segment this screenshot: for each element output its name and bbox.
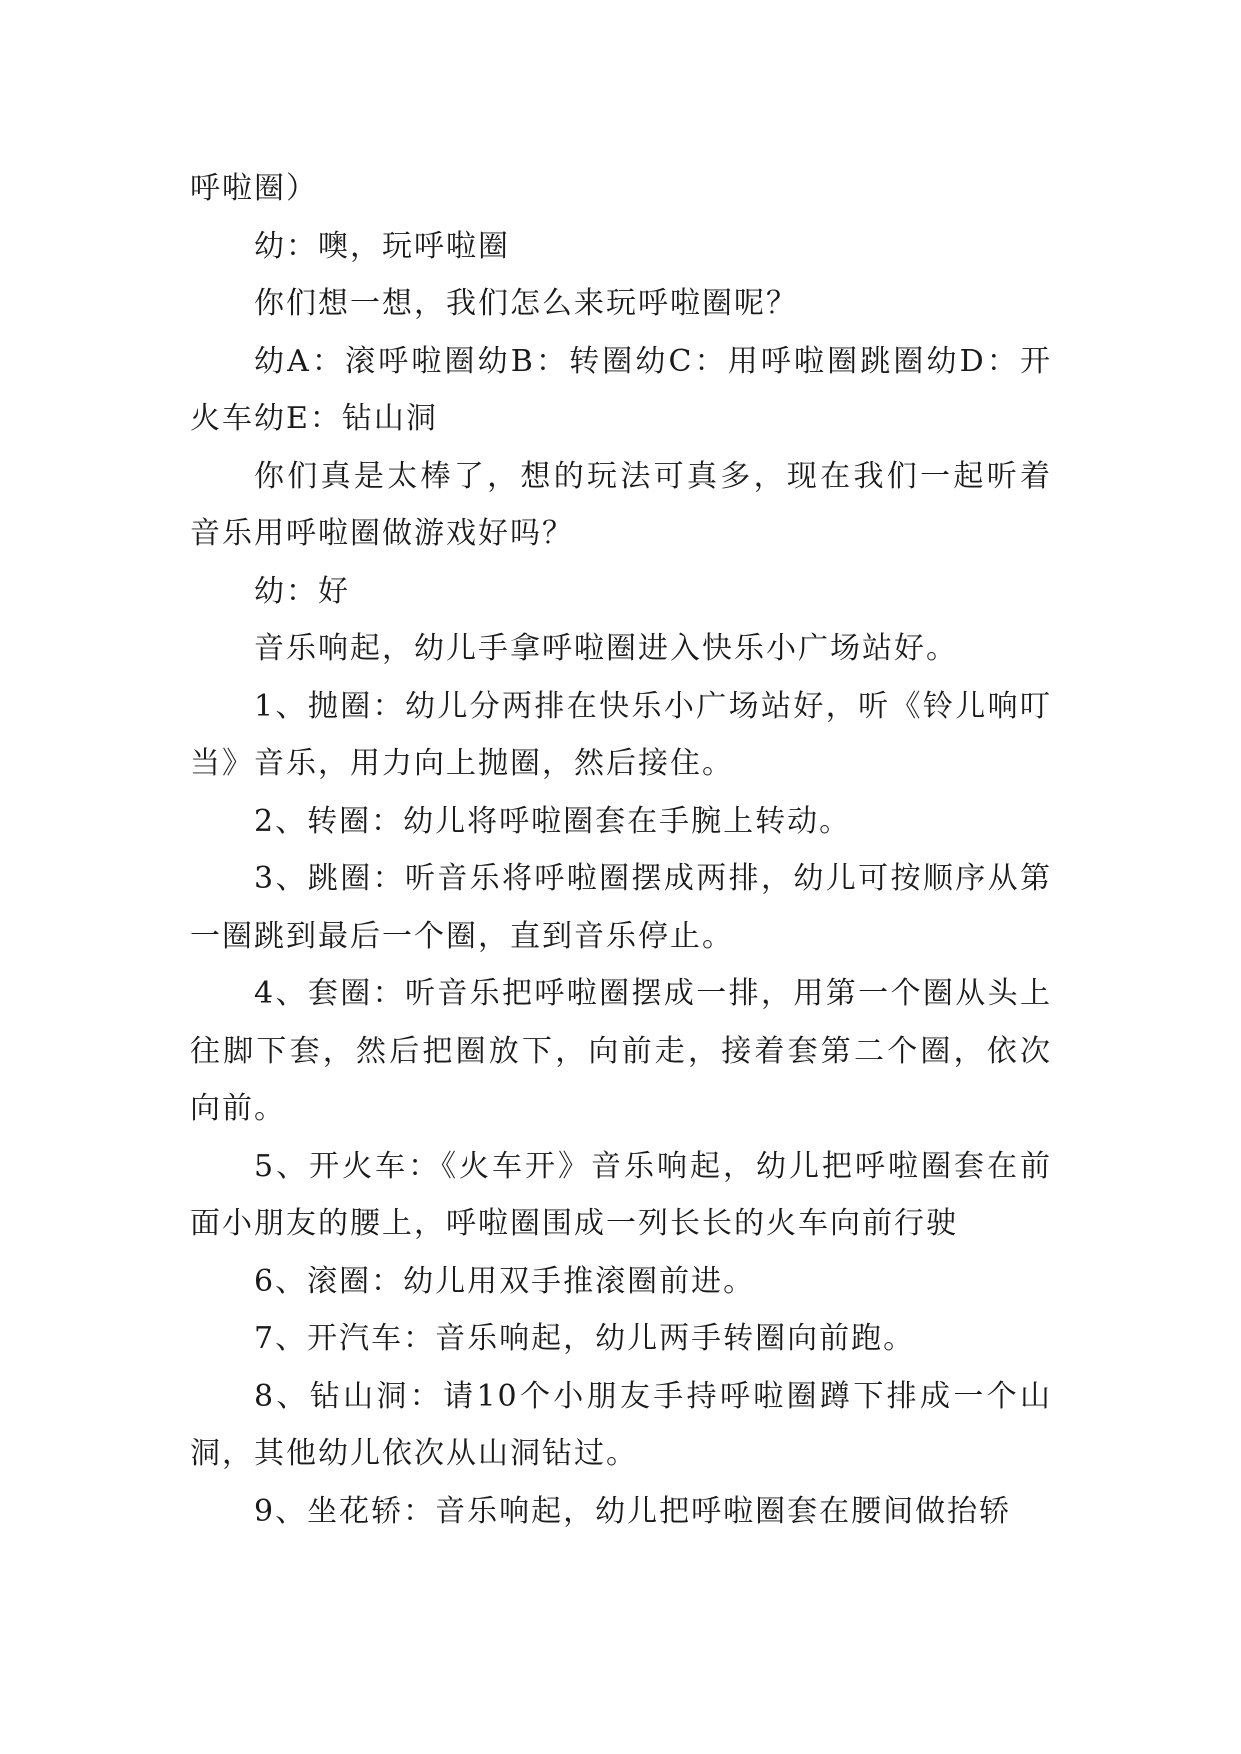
paragraph-14: 7、开汽车：音乐响起，幼儿两手转圈向前跑。 <box>254 1321 916 1356</box>
paragraph-2: 幼：噢，玩呼啦圈 <box>254 228 510 264</box>
document-body <box>190 160 1052 1540</box>
paragraph-15: 8、钻山洞：请10个小朋友手持呼啦圈蹲下排成一个山洞，其他幼儿依次从山洞钻过。 <box>190 1378 1052 1471</box>
paragraph-1: 呼啦圈） <box>190 171 318 206</box>
paragraph-12: 5、开火车：《火车开》音乐响起，幼儿把呼啦圈套在前面小朋友的腰上，呼啦圈围成一列长长的火车向前行驶 <box>190 1148 1052 1241</box>
paragraph-9: 2、转圈：幼儿将呼啦圈套在手腕上转动。 <box>254 803 852 839</box>
paragraph-16: 9、坐花轿：音乐响起，幼儿把呼啦圈套在腰间做抬轿 <box>254 1493 1012 1529</box>
paragraph-11: 4、套圈：听音乐把呼啦圈摆成一排，用第一个圈从头上往脚下套，然后把圈放下，向前走，接着套第二个圈，依次向前。 <box>190 976 1052 1126</box>
paragraph-13: 6、滚圈：幼儿用双手推滚圈前进。 <box>254 1263 756 1299</box>
paragraph-3: 你们想一想，我们怎么来玩呼啦圈呢？ <box>254 286 798 321</box>
paragraph-8: 1、抛圈：幼儿分两排在快乐小广场站好，听《铃儿响叮当》音乐，用力向上抛圈，然后接住。 <box>190 688 1052 781</box>
paragraph-10: 3、跳圈：听音乐将呼啦圈摆成两排，幼儿可按顺序从第一圈跳到最后一个圈，直到音乐停止。 <box>190 861 1052 954</box>
paragraph-4: 幼A：滚呼啦圈幼B：转圈幼C：用呼啦圈跳圈幼D：开火车幼E：钻山洞 <box>190 343 1052 436</box>
paragraph-5: 你们真是太棒了，想的玩法可真多，现在我们一起听着音乐用呼啦圈做游戏好吗？ <box>190 458 1052 551</box>
paragraph-7: 音乐响起，幼儿手拿呼啦圈进入快乐小广场站好。 <box>254 631 958 666</box>
paragraph-6: 幼：好 <box>254 573 350 609</box>
